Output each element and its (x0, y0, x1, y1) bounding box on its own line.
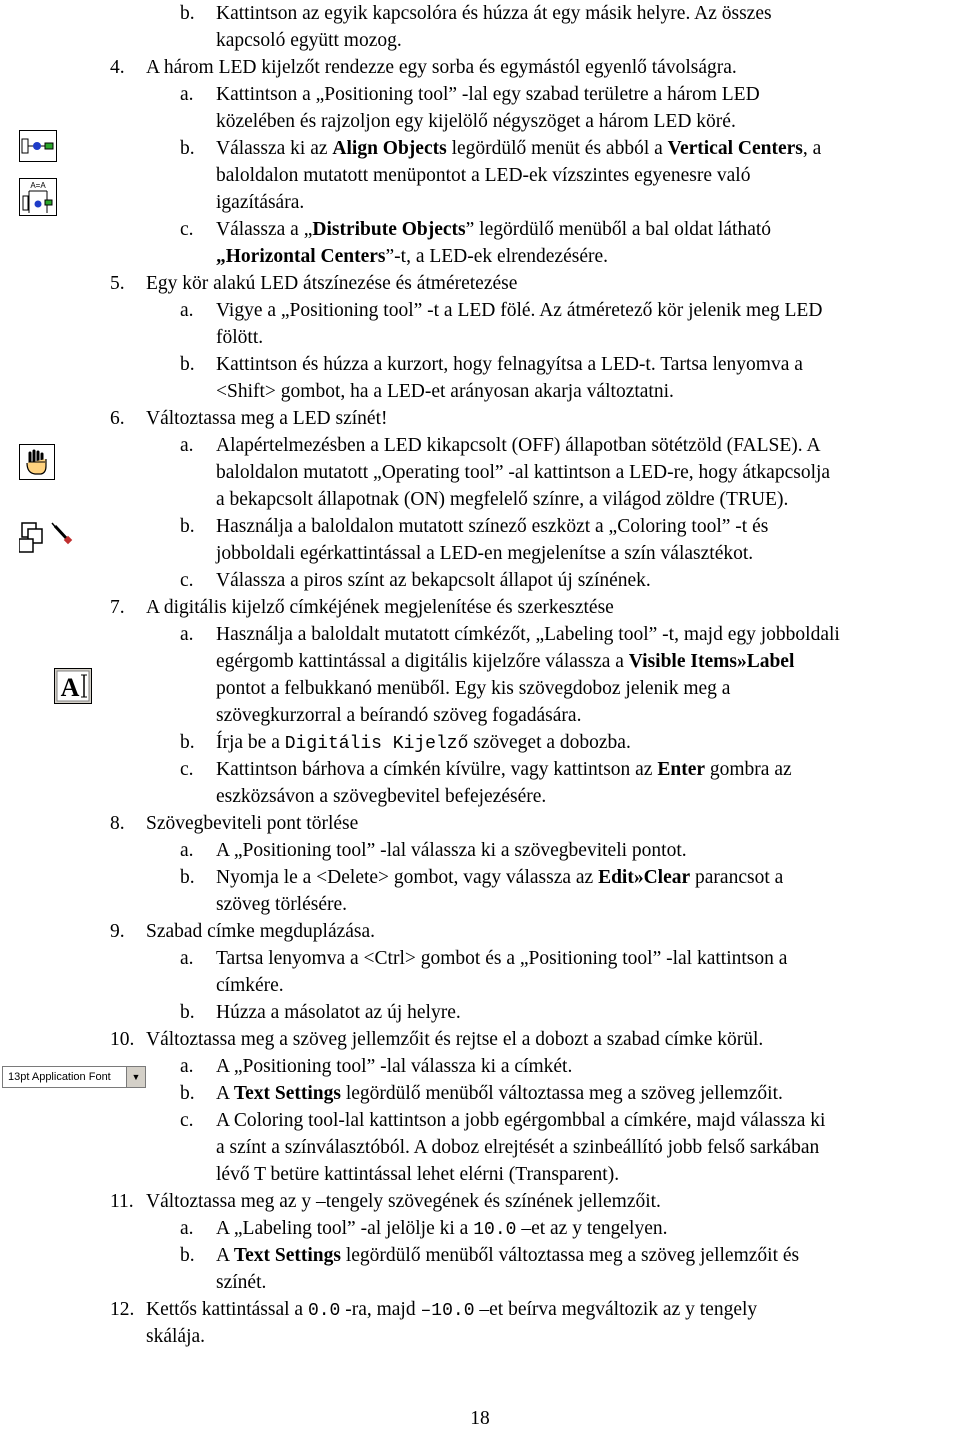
item-marker: a. (180, 1218, 194, 1239)
step-text: Használja a baloldalon mutatott színező eszközt a „Coloring tool” -t és (216, 516, 769, 537)
item-marker: b. (180, 516, 195, 537)
step-text: A Text Settings legördülő menüből változtassa meg a szöveg jellemzőit és (216, 1245, 800, 1266)
item-marker: a. (180, 948, 194, 969)
step-text: Válassza a piros színt az bekapcsolt állapot új színének. (216, 570, 651, 591)
step-heading: Változtassa meg a szöveg jellemzőit és rejtse el a dobozt a szabad címke körül. (146, 1029, 764, 1050)
svg-text:A: A (60, 673, 80, 702)
item-marker: a. (180, 300, 194, 321)
item-b-marker: b. (180, 3, 195, 24)
step-number: 12. (110, 1299, 135, 1320)
step-text: kapcsoló együtt mozog. (216, 30, 402, 51)
step-heading: A három LED kijelzőt rendezze egy sorba és egymástól egyenlő távolságra. (146, 57, 737, 78)
step-text: Használja a baloldalt mutatott címkézőt, „Labeling tool” -t, majd egy jobboldali (216, 624, 840, 645)
labeling-tool-icon (54, 668, 92, 704)
item-marker: c. (180, 1110, 194, 1131)
step-text: Kattintson bárhova a címkén kívülre, vagy kattintson az Enter gombra az (216, 759, 792, 780)
step-text: Tartsa lenyomva a <Ctrl> gombot és a „Positioning tool” -lal kattintson a (216, 948, 788, 969)
step-heading: Szövegbeviteli pont törlése (146, 813, 359, 834)
step-text: pontot a felbukkanó menüből. Egy kis szövegdoboz jelenik meg a (216, 678, 731, 699)
item-marker: b. (180, 138, 195, 159)
font-dropdown-value: 13pt Application Font (8, 1071, 111, 1083)
step-heading: Egy kör alakú LED átszínezése és átméretezése (146, 273, 518, 294)
step-text: baloldalon mutatott menüpontot a LED-ek vízszintes egyenesre való (216, 165, 751, 186)
step-text: A Text Settings legördülő menüből változtassa meg a szöveg jellemzőit. (216, 1083, 783, 1104)
step-number: 6. (110, 408, 125, 429)
step-text: a színt a színválasztóból. A doboz elrejtését a szinbeállító jobb felső sarkában (216, 1137, 820, 1158)
step-text: Vigye a „Positioning tool” -t a LED fölé. Az átméretező kör jelenik meg LED (216, 300, 823, 321)
item-marker: a. (180, 624, 194, 645)
item-marker: a. (180, 1056, 194, 1077)
svg-text:A=A: A=A (30, 181, 46, 190)
step-text: egérgomb kattintással a digitális kijelzőre válassza a Visible Items»Label (216, 651, 795, 672)
step-text: A „Labeling tool” -al jelölje ki a 10.0 –et az y tengelyen. (216, 1218, 668, 1240)
step-text: a bekapcsolt állapotnak (ON) megfelelő színre, a világod zöldre (TRUE). (216, 489, 789, 510)
item-marker: a. (180, 435, 194, 456)
chevron-down-icon[interactable]: ▼ (126, 1067, 145, 1087)
step-text: szöveg törlésére. (216, 894, 348, 915)
step-text: <Shift> gombot, ha a LED-et arányosan akarja változtatni. (216, 381, 674, 402)
step-text: színét. (216, 1272, 267, 1293)
step-number: 5. (110, 273, 125, 294)
step-text: Válassza ki az Align Objects legördülő menüt és abból a Vertical Centers, a (216, 138, 822, 159)
step-number: 11. (110, 1191, 134, 1212)
step-number: 7. (110, 597, 125, 618)
item-marker: c. (180, 570, 194, 591)
step-text: baloldalon mutatott „Operating tool” -al kattintson a LED-re, hogy átkapcsolja (216, 462, 831, 483)
distribute-objects-icon (19, 178, 57, 216)
step-heading: Kettős kattintással a 0.0 -ra, majd –10.0 –et beírva megváltozik az y tengely (146, 1299, 758, 1321)
step-text: fölött. (216, 327, 264, 348)
item-marker: b. (180, 1002, 195, 1023)
item-marker: b. (180, 1083, 195, 1104)
step-text: Kattintson az egyik kapcsolóra és húzza át egy másik helyre. Az összes (216, 3, 772, 24)
step-heading: Változtassa meg a LED színét! (146, 408, 388, 429)
step-text: A „Positioning tool” -lal válassza ki a címkét. (216, 1056, 573, 1077)
step-number: 10. (110, 1029, 135, 1050)
coloring-tool-icon (19, 521, 73, 553)
step-number: 9. (110, 921, 125, 942)
step-number: 4. (110, 57, 125, 78)
step-text: Válassza a „Distribute Objects” legördülő menüből a bal oldat látható (216, 219, 772, 240)
step-heading: A digitális kijelző címkéjének megjelenítése és szerkesztése (146, 597, 614, 618)
step-text: Kattintson a „Positioning tool” -lal egy szabad területre a három LED (216, 84, 760, 105)
item-marker: b. (180, 1245, 195, 1266)
step-text: Nyomja le a <Delete> gombot, vagy válassza az Edit»Clear parancsot a (216, 867, 784, 888)
item-marker: a. (180, 84, 194, 105)
item-marker: c. (180, 219, 194, 240)
step-text: Húzza a másolatot az új helyre. (216, 1002, 461, 1023)
item-marker: a. (180, 840, 194, 861)
step-text: Alapértelmezésben a LED kikapcsolt (OFF) állapotban sötétzöld (FALSE). A (216, 435, 821, 456)
step-text: A „Positioning tool” -lal válassza ki a szövegbeviteli pontot. (216, 840, 687, 861)
step-text: lévő T betüre kattintással lehet elérni (Transparent). (216, 1164, 620, 1185)
step-text: közelében és rajzoljon egy kijelölő négyszöget a három LED köré. (216, 111, 736, 132)
step-text: szövegkurzorral a beírandó szöveg fogadására. (216, 705, 582, 726)
step-text: igazítására. (216, 192, 305, 213)
item-marker: b. (180, 732, 195, 753)
step-text: A Coloring tool-lal kattintson a jobb egérgombbal a címkére, majd válassza ki (216, 1110, 826, 1131)
step-heading: Változtassa meg az y –tengely szövegének és színének jellemzőit. (146, 1191, 661, 1212)
item-marker: c. (180, 759, 194, 780)
step-text: eszközsávon a szövegbevitel befejezésére. (216, 786, 547, 807)
step-number: 8. (110, 813, 125, 834)
step-text: „Horizontal Centers”-t, a LED-ek elrendezésére. (216, 246, 608, 267)
item-marker: b. (180, 354, 195, 375)
font-dropdown[interactable] (2, 1066, 146, 1088)
step-text: skálája. (146, 1326, 206, 1347)
step-text: jobboldali egérkattintással a LED-en megjelenítse a szín választékot. (216, 543, 754, 564)
step-text: Írja be a Digitális Kijelző szöveget a dobozba. (216, 732, 631, 754)
step-text: címkére. (216, 975, 284, 996)
page-number: 18 (470, 1408, 490, 1429)
align-objects-icon (19, 130, 57, 162)
step-text: Kattintson és húzza a kurzort, hogy felnagyítsa a LED-t. Tartsa lenyomva a (216, 354, 803, 375)
operating-tool-hand-icon (19, 444, 55, 480)
step-heading: Szabad címke megduplázása. (146, 921, 376, 942)
item-marker: b. (180, 867, 195, 888)
